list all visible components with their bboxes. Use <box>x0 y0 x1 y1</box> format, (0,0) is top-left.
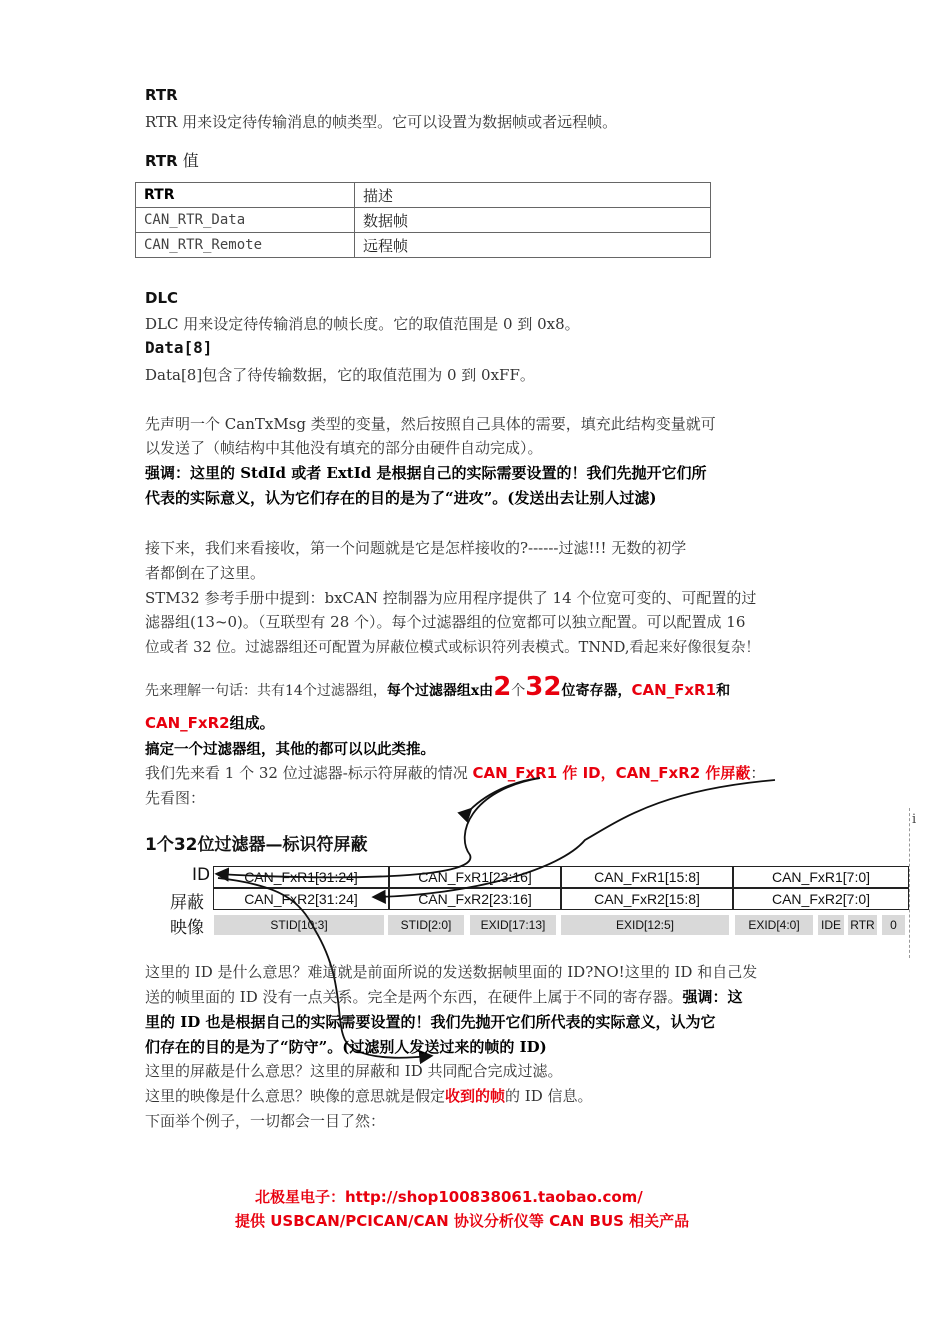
paragraph-see-figure: 先看图： <box>145 789 206 807</box>
paragraph-example: 下面举个例子，一切都会一目了然： <box>145 1112 386 1130</box>
table-header-desc: 描述 <box>355 183 711 208</box>
paragraph-declare-line2: 以发送了（帧结构中其他没有填充的部分由硬件自动完成）。 <box>145 439 543 457</box>
table-cell: CAN_RTR_Data <box>136 208 355 233</box>
row-label-id: ID <box>192 865 211 885</box>
paragraph-one-group: 搞定一个过滤器组，其他的都可以以此类推。 <box>145 741 435 758</box>
rtr-description: RTR 用来设定待传输消息的帧类型。它可以设置为数据帧或者远程帧。 <box>145 113 618 131</box>
p4-number-2: 2 <box>493 672 512 702</box>
arrow-fxr2-to-mask <box>375 780 775 897</box>
rtr-values-suffix: 值 <box>177 151 199 170</box>
table-cell: 远程帧 <box>355 233 711 258</box>
paragraph-map-meaning <box>145 1085 593 1106</box>
map-cell: EXID[12:5] <box>560 914 730 936</box>
p4-group-text: 每个过滤器组x由 <box>386 683 494 699</box>
paragraph-declare-line1: 先声明一个 CanTxMsg 类型的变量，然后按照自己具体的需要，填充此结构变量就可 <box>145 415 716 433</box>
rtr-values-label: RTR <box>145 152 178 170</box>
map-cell: 0 <box>881 914 906 936</box>
id-cell: CAN_FxR1[31:24] <box>213 866 389 888</box>
dlc-heading: DLC <box>145 289 179 307</box>
p6-intro: 我们先来看 1 个 32 位过滤器-标示符屏蔽的情况 <box>145 764 473 782</box>
footer-shop-link[interactable]: 北极星电子：http://shop100838061.taobao.com/ <box>255 1188 643 1206</box>
p4-intro: 先来理解一句话：共有14个过滤器组， <box>145 683 387 699</box>
p6-colon: ： <box>750 764 766 782</box>
p4-compose: 组成。 <box>229 714 275 732</box>
map-cell: EXID[17:13] <box>469 914 557 936</box>
map-cell: IDE <box>817 914 845 936</box>
p6-fxr-roles: CAN_FxR1 作 ID，CAN_FxR2 作屏蔽 <box>472 764 751 782</box>
p4-register-text: 位寄存器， <box>561 683 632 699</box>
paragraph-stm32-line2: 滤器组(13~0)。（互联型有 28 个）。每个过滤器组的位宽都可以独立配置。可以配置成 16 <box>145 613 746 631</box>
mask-cell: CAN_FxR2[31:24] <box>213 888 389 910</box>
id-cell: CAN_FxR1[23:16] <box>389 866 561 888</box>
paragraph-receive-line1: 接下来，我们来看接收，第一个问题就是它是怎样接收的?------过滤!!! 无数的初学 <box>145 539 687 557</box>
paragraph-stm32-line3: 位或者 32 位。过滤器组还可配置为屏蔽位模式或标识符列表模式。TNND,看起来好像很复杂！ <box>145 640 760 656</box>
p4-number-32: 32 <box>525 672 562 702</box>
diagram-title: 1个32位过滤器—标识符屏蔽 <box>145 835 368 855</box>
p9-end: 的 ID 信息。 <box>505 1087 593 1105</box>
footer-products: 提供 USBCAN/PCICAN/CAN 协议分析仪等 CAN BUS 相关产品 <box>235 1212 690 1230</box>
p4-fxr2: CAN_FxR2 <box>145 714 230 732</box>
emphasis-attack-line2: 代表的实际意义，认为它们存在的目的是为了“进攻”。(发送出去让别人过滤) <box>145 489 657 507</box>
table-header-rtr: RTR <box>136 183 355 208</box>
row-label-mask: 屏蔽 <box>170 893 204 913</box>
paragraph-id-meaning-line2 <box>145 986 743 1007</box>
map-cell: EXID[4:0] <box>734 914 814 936</box>
map-cell: RTR <box>847 914 878 936</box>
paragraph-mask-meaning: 这里的屏蔽是什么意思？这里的屏蔽和 ID 共同配合完成过滤。 <box>145 1062 563 1080</box>
mask-cell: CAN_FxR2[23:16] <box>389 888 561 910</box>
edge-mark: i <box>912 812 917 827</box>
table-cell: 数据帧 <box>355 208 711 233</box>
dlc-description: DLC 用来设定待传输消息的帧长度。它的取值范围是 0 到 0x8。 <box>145 315 580 333</box>
emphasis-attack-line1: 强调：这里的 StdId 或者 ExtId 是根据自己的实际需要设置的！我们先抛开它们所 <box>145 464 707 482</box>
emphasis-defend-line2: 们存在的目的是为了“防守”。(过滤别人发送过来的帧的 ID) <box>145 1038 547 1056</box>
p4-and: 和 <box>716 683 731 699</box>
p9-intro: 这里的映像是什么意思？映像的意思就是假定 <box>145 1087 446 1105</box>
mask-cell: CAN_FxR2[7:0] <box>733 888 909 910</box>
id-cell: CAN_FxR1[7:0] <box>733 866 909 888</box>
data-heading: Data[8] <box>145 338 213 357</box>
row-label-map: 映像 <box>170 918 204 938</box>
paragraph-receive-line2: 者都倒在了这里。 <box>145 564 266 582</box>
rtr-heading: RTR <box>145 86 178 104</box>
paragraph-stm32-line1: STM32 参考手册中提到：bxCAN 控制器为应用程序提供了 14 个位宽可变的、可配置的过 <box>145 589 757 607</box>
data-description: Data[8]包含了待传输数据，它的取值范围为 0 到 0xFF。 <box>145 366 535 384</box>
p7-line2-emph: 强调：这 <box>682 988 743 1006</box>
map-cell: STID[2:0] <box>387 914 465 936</box>
p4-ge: 个 <box>511 683 526 699</box>
mask-cell: CAN_FxR2[15:8] <box>561 888 733 910</box>
emphasis-defend-line1: 里的 ID 也是根据自己的实际需要设置的！我们先抛开它们所代表的实际意义，认为它 <box>145 1013 716 1031</box>
table-cell: CAN_RTR_Remote <box>136 233 355 258</box>
p9-received-frame: 收到的帧 <box>445 1087 506 1105</box>
p7-line2-text: 送的帧里面的 ID 没有一点关系。完全是两个东西，在硬件上属于不同的寄存器。 <box>145 988 683 1006</box>
paragraph-id-meaning-line1: 这里的 ID 是什么意思？难道就是前面所说的发送数据帧里面的 ID?NO!这里的 ID 和自己发 <box>145 963 758 981</box>
map-cell: STID[10:3] <box>213 914 385 936</box>
id-cell: CAN_FxR1[15:8] <box>561 866 733 888</box>
p4-fxr1: CAN_FxR1 <box>631 681 717 699</box>
